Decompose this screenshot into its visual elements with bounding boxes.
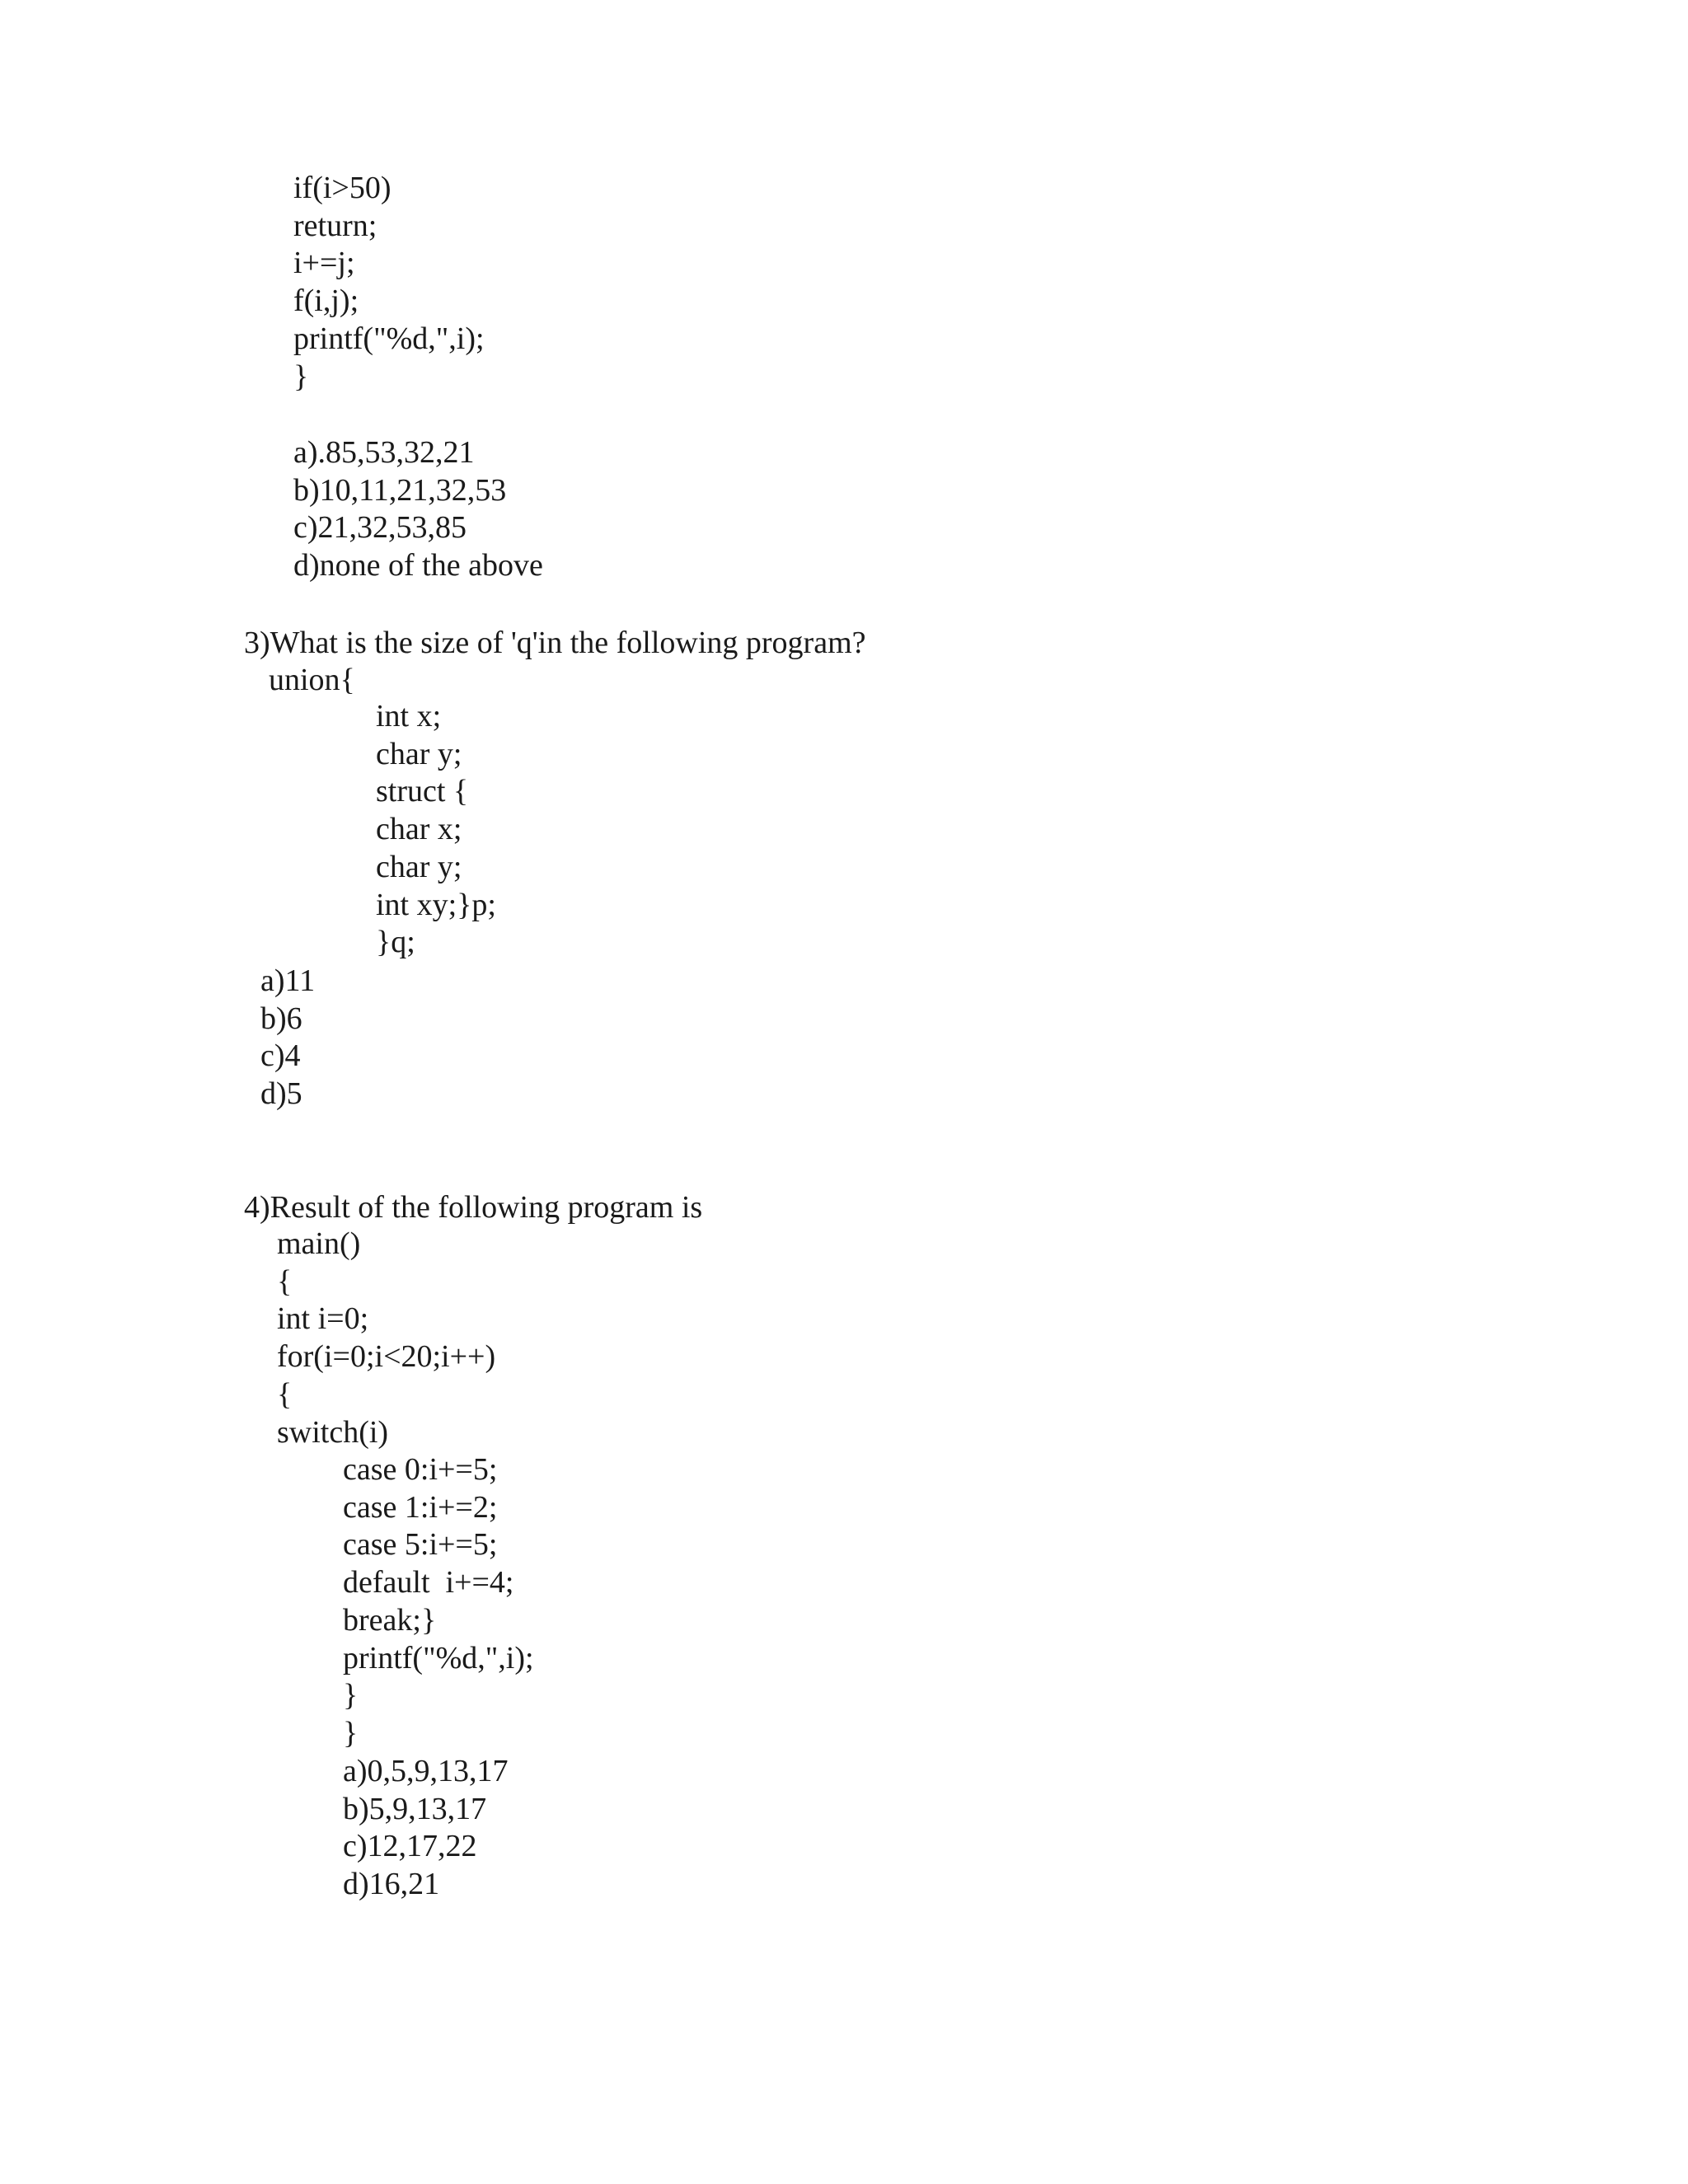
code-line: char y;: [376, 849, 462, 884]
code-line: int xy;}p;: [376, 887, 496, 922]
option-b: b)6: [260, 1001, 302, 1036]
option-b: b)5,9,13,17: [343, 1791, 487, 1826]
option-d: d)16,21: [343, 1867, 440, 1902]
q3-union-body: [376, 698, 496, 962]
option-a: a).85,53,32,21: [293, 435, 475, 470]
code-line: for(i=0;i<20;i++): [277, 1339, 496, 1375]
option-a: a)0,5,9,13,17: [343, 1754, 509, 1788]
option-d: d)none of the above: [293, 548, 543, 583]
code-line: case 5:i+=5;: [343, 1527, 498, 1563]
option-b: b)10,11,21,32,53: [293, 472, 507, 508]
code-line: char y;: [376, 736, 462, 771]
option-c: c)12,17,22: [343, 1829, 477, 1864]
option-d: d)5: [260, 1076, 302, 1112]
code-line: struct {: [376, 774, 469, 809]
q3-union-open: union{: [269, 663, 355, 697]
code-line: i+=j;: [293, 246, 355, 281]
q4-code-inner: [343, 1451, 534, 1753]
code-line: char x;: [376, 812, 462, 847]
code-line: printf("%d,",i);: [343, 1640, 534, 1675]
option-a: a)11: [260, 963, 316, 998]
q4-code-outer: [277, 1226, 495, 1451]
code-line: int i=0;: [277, 1301, 369, 1337]
code-line: break;}: [343, 1602, 437, 1638]
code-line: }: [343, 1678, 359, 1713]
code-line: {: [277, 1263, 293, 1299]
q2-code-tail: [293, 170, 485, 396]
code-line: case 0:i+=5;: [343, 1452, 498, 1487]
code-line: }: [343, 1715, 359, 1750]
code-line: default i+=4;: [343, 1565, 514, 1601]
code-line: }q;: [376, 925, 415, 960]
q3-options: [260, 963, 315, 1113]
q2-options: [293, 434, 543, 585]
code-line: {: [277, 1376, 293, 1412]
option-c: c)21,32,53,85: [293, 510, 467, 546]
code-line: }: [293, 359, 309, 394]
code-line: int x;: [376, 699, 442, 733]
q3-question: 3)What is the size of 'q'in the following program?: [244, 626, 866, 660]
code-line: printf("%d,",i);: [293, 321, 485, 356]
code-line: main(): [277, 1226, 361, 1261]
code-line: return;: [293, 208, 377, 243]
option-c: c)4: [260, 1038, 301, 1074]
code-line: if(i>50): [293, 171, 392, 205]
code-line: case 1:i+=2;: [343, 1489, 498, 1525]
q4-question: 4)Result of the following program is: [244, 1190, 703, 1225]
code-line: switch(i): [277, 1414, 389, 1450]
code-line: f(i,j);: [293, 284, 359, 319]
q4-options: [343, 1753, 509, 1904]
